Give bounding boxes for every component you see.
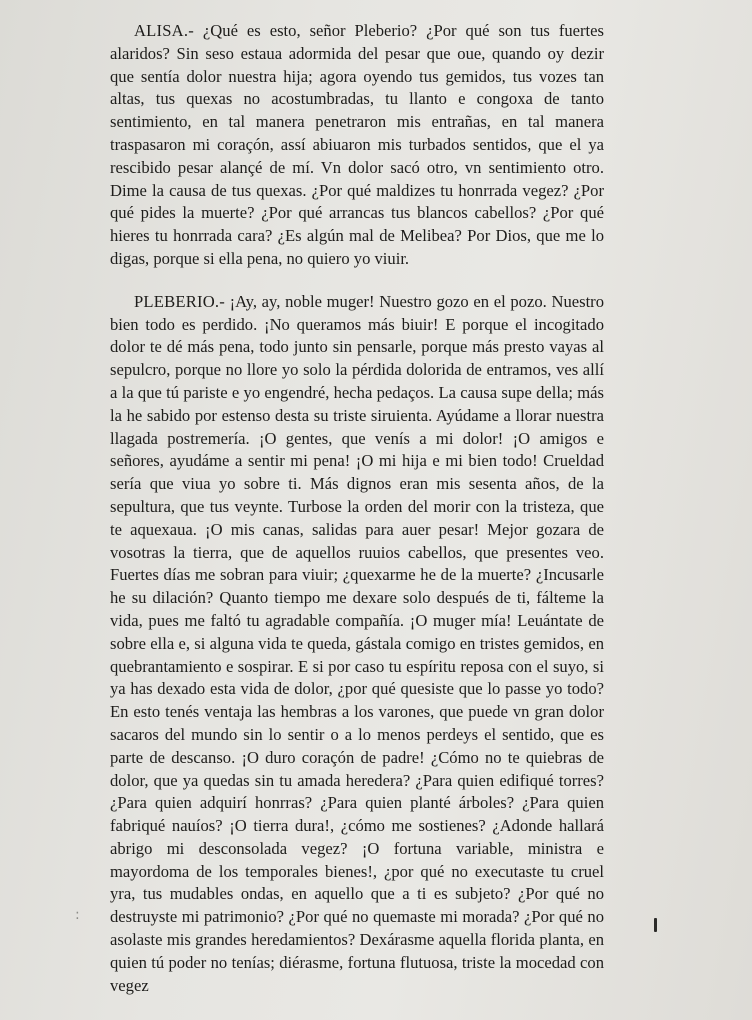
speech-alisa: ¿Qué es esto, señor Pleberio? ¿Por qué son tus fuertes alaridos? Sin seso estaua adormida del pesar que oue, quando oy dezir que sentía dolor nuestra hija; agora oyendo tus gemidos, tus vozes tan altas, tus quexas no acostumbradas, tu llanto e congoxa de tanto sentimiento, en tal manera penetraron mis entrañas, en tal manera traspasaron mi coraçón, assí abiuaron mis turbados sentidos, que el ya rescibido pesar alançé de mí. Vn dolor sacó otro, vn sentimiento otro. Dime la causa de tus quexas. ¿Por qué maldizes tu honrrada vegez? ¿Por qué pides la muerte? ¿Por qué arrancas tus blancos cabellos? ¿Por qué hieres tu honrrada cara? ¿Es algún mal de Melibea? Por Dios, que me lo digas, porque si ella pena, no quiero yo viuir.	[110, 21, 604, 268]
speaker-alisa: ALISA.-	[134, 21, 194, 40]
speech-pleberio: ¡Ay, ay, noble muger! Nuestro gozo en el pozo. Nuestro bien todo es perdido. ¡No queramos más biuir! E porque el incogitado dolor te dé más pena, todo junto sin pensarle, porque más presto vayas al sepulcro, porque no llore yo solo la pérdida dolorida de entramos, ves allí a la que tú pariste e yo engendré, hecha pedaços. La causa supe della; más la he sabido por estenso desta su triste siruienta. Ayúdame a llorar nuestra llagada postremería. ¡O gentes, que venís a mi dolor! ¡O amigos e señores, ayudáme a sentir mi pena! ¡O mi hija e mi bien todo! Crueldad sería que viua yo sobre ti. Más dignos eran mis sesenta años, de la sepultura, que tus veynte. Turbose la orden del morir con la tristeza, que te aquexaua. ¡O mis canas, salidas para auer pesar! Mejor gozara de vosotras la tierra, que de aquellos ruuios cabellos, que presentes veo. Fuertes días me sobran para viuir; ¿quexarme he de la muerte? ¿Incusarle he su dilación? Quanto tiempo me dexare solo después de ti, fálteme la vida, pues me faltó tu agradable compañía. ¡O muger mía! Leuántate de sobre ella e, si alguna vida te queda, gástala comigo en tristes gemidos, en quebrantamiento e sospirar. E si por caso tu espíritu reposa con el suyo, si ya has dexado esta vida de dolor, ¿por qué quesiste que lo passe yo todo? En esto tenés ventaja las hembras a los varones, que puede vn gran dolor sacaros del mundo sin lo sentir o a lo menos perdeys el sentido, que es parte de descanso. ¡O duro coraçón de padre! ¿Cómo no te quiebras de dolor, que ya quedas sin tu amada heredera? ¿Para quien edifiqué torres?¿Para quien adquirí honrras? ¿Para quien planté árboles? ¿Para quien fabriqué nauíos? ¡O tierra dura!, ¿cómo me sostienes? ¿Adonde hallará abrigo mi desconsolada vegez? ¡O fortuna variable, ministra e mayordoma de los temporales bienes!, ¿por qué no executaste tu cruel yra, tus mudables ondas, en aquello que a ti es subjeto? ¿Por qué no destruyste mi patrimonio? ¿Por qué no quemaste mi morada? ¿Por qué no asolaste mis grandes heredamientos? Dexárasme aquella florida planta, en quien tú poder no tenías; diérasme, fortuna flutuosa, triste la mocedad con vegez	[110, 291, 604, 995]
left-margin-mark: :	[75, 907, 80, 923]
speaker-pleberio: PLEBERIO.-	[134, 291, 225, 311]
right-margin-mark	[654, 918, 657, 932]
page-text	[110, 20, 604, 997]
paragraph-pleberio	[110, 291, 604, 998]
paragraph-alisa	[110, 20, 604, 271]
